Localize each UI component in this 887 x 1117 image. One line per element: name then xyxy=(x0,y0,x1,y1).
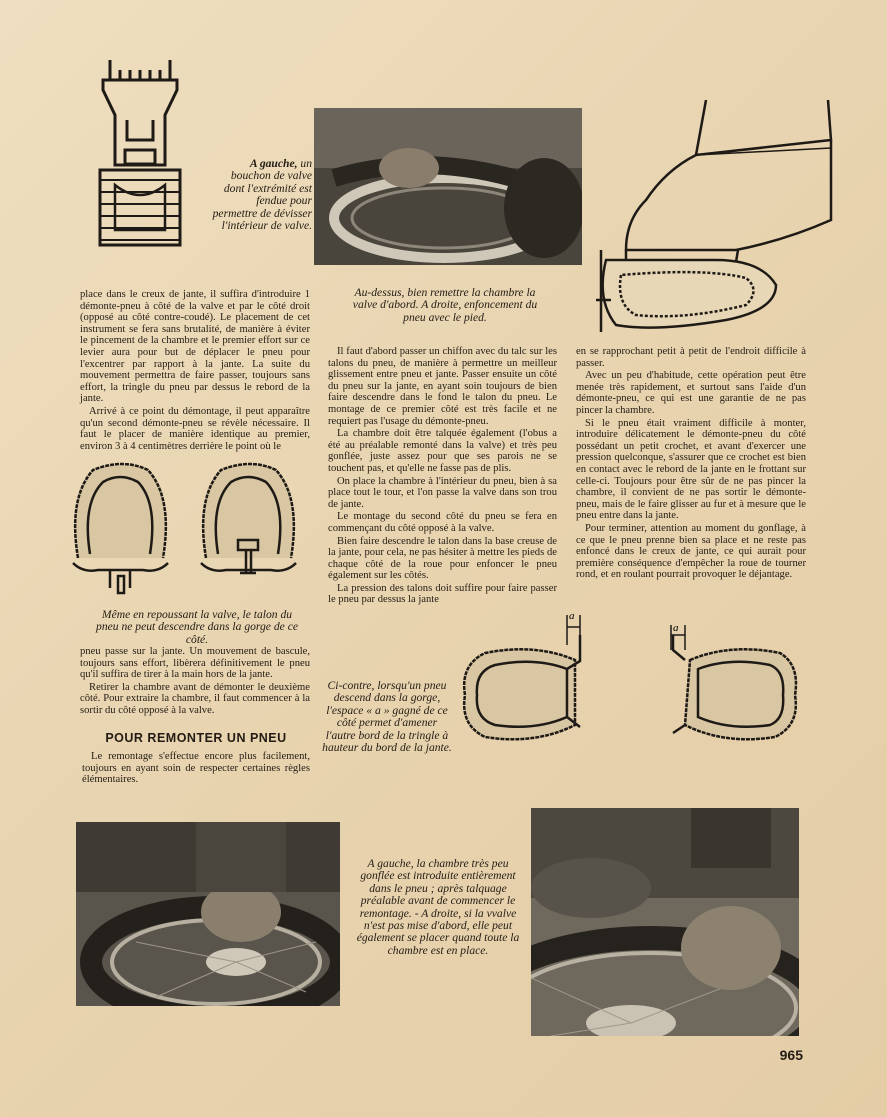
column3-text xyxy=(576,346,806,581)
col3-paragraph-2: Avec un peu d'habitude, cette opération peut être menée très rapidement, et surtout sans l'aide d'un démonte-pneu, ce qui est une garantie de ne pas pincer la chambre. xyxy=(576,370,806,416)
tyre-section-drawings xyxy=(68,458,305,600)
col1-paragraph-3: pneu passe sur la jante. Un mouvement de bascule, toujours sans effort, libèrera définitivement le pneu qu'il suffira de tirer à la main hors de la jante. xyxy=(80,646,310,681)
tyre-sections-caption: Même en repoussant la valve, le talon du pneu ne peut descendre dans la gorge de ce côté. xyxy=(96,608,298,646)
photo-tube-inside-tyre xyxy=(76,822,340,1006)
photo-replacing-tube xyxy=(314,108,582,265)
col1-paragraph-2: Arrivé à ce point du démontage, il peut apparaître qu'un second démonte-pneu se révèle nécessaire. Il faut le placer de manière identique au premier, environ 3 à 4 centimètres derrière le point où le xyxy=(80,405,310,452)
col2-paragraph-5: Bien faire descendre le talon dans la base creuse de la jante, pour cela, ne pas hésiter à mettre les pieds de chaque côté de la roue pour enfoncer le pneu également sur les côtés. xyxy=(328,535,557,582)
valve-caption-lead: A gauche, xyxy=(249,157,298,170)
col1-paragraph-1: place dans le creux de jante, il suffira d'introduire 1 démonte-pneu à côté de la valve et par le côté droit (opposé au côté contre-coudé). Le placement de cet instrument se fera sans brutalité, de manière à éviter le pincement de la chambre et le premier effort sur ce levier aura pour but de déplacer le pneu pour l'excentrer par rapport à la jante. La suite du mouvement permettra de faire passer, toujours sans effort, la tringle du pneu par dessus le rebord de la jante. xyxy=(80,289,310,405)
bottom-photos-caption: A gauche, la chambre très peu gonflée est introduite entièrement dans le pneu ; après talquage préalable avant de commencer le remontage. - A droite, si la vvalve n'est pas mise d'abord, elle peut également se placer quand toute la chambre est en place. xyxy=(356,857,520,957)
col2-paragraph-3: On place la chambre à l'intérieur du pneu, bien à sa place tout le tour, et l'on passe la valve dans son trou de jante. xyxy=(328,475,557,510)
col2-paragraph-4: Le montage du second côté du pneu se fera en commençant du côté opposé à la valve. xyxy=(328,511,557,534)
col3-paragraph-4: Pour terminer, attention au moment du gonflage, à ce que le pneu prenne bien sa place et ne reste pas enfoncé dans le creux de jante, ce qui aurait pour première conséquence d'empêcher la roue de tourner rond, et en roulant pourrait provoquer le déjantage. xyxy=(576,522,806,581)
foot-on-tyre-drawing xyxy=(596,100,836,332)
valve-caption xyxy=(210,158,312,232)
valve-cap-drawing xyxy=(95,55,185,260)
col2-paragraph-6: La pression des talons doit suffire pour faire passer le pneu par dessus la jante xyxy=(328,582,557,606)
top-photo-caption: Au-dessus, bien remettre la chambre la valve d'abord. A droite, enfoncement du pneu avec le pied. xyxy=(352,286,538,324)
col3-paragraph-1: en se rapprochant petit à petit de l'endroit difficile à passer. xyxy=(576,346,806,369)
col2-paragraph-1: Il faut d'abord passer un chiffon avec du talc sur les talons du pneu, de manière à permettre un meilleur glissement entre pneu et jante. Passer ensuite un côté du pneu sur la jante, en ayant soin toujours de bien faire descendre dans le fond le talon du pneu. Le montage de ce premier côté est très facile et ne requiert pas l'usage du démonte-pneu. xyxy=(328,346,557,427)
remount-paragraph: Le remontage s'effectue encore plus facilement, toujours en ayant soin de respecter certaines règles élémentaires. xyxy=(82,751,310,786)
section-heading: POUR REMONTER UN PNEU xyxy=(105,731,287,745)
col2-paragraph-2: La chambre doit être talquée également (l'obus a été au préalable remonté dans la valve) et très peu gonflée, juste assez pour que ses parois ne se touchent pas, et qu'elle ne fasse pas de plis. xyxy=(328,428,557,474)
column1-top-text xyxy=(80,289,310,452)
column1-bottom-text xyxy=(80,646,310,717)
photo-valve-placement xyxy=(531,808,799,1036)
gap-label-a-left: a xyxy=(569,610,575,622)
col1-paragraph-4: Retirer la chambre avant de démonter le deuxième côté. Pour extraire la chambre, il faut commencer à la sortir du côté opposé à la valve. xyxy=(80,681,310,716)
valve-caption-text: un bouchon de valve dont l'extrémité est fendue pour permettre de dévisser l'intérieur de valve. xyxy=(212,157,312,233)
remount-section xyxy=(82,731,310,786)
col3-paragraph-3: Si le pneu était vraiment difficile à monter, introduire délicatement le démonte-pneu du côté possédant un petit crochet, et avant d'exercer une pression quelconque, s'assurer que ce crochet est bien en contact avec le rebord de la jante en le frottant sur celle-ci. Toujours pour être sûr de ne pas pincer la chambre, il convient de ne pas sortir le démonte-pneu, mais de le faire glisser au fur et à mesure que le pneu entre dans la jante. xyxy=(576,417,806,522)
column2-text xyxy=(328,346,557,606)
gap-diagram-caption: Ci-contre, lorsqu'un pneu descend dans la gorge, l'espace « a » gagné de ce côté permet d'amener l'autre bord de la tringle à hauteur du bord de la jante. xyxy=(322,679,452,755)
page-number: 965 xyxy=(779,1047,803,1063)
gap-a-diagrams xyxy=(455,605,800,765)
gap-label-a-right: a xyxy=(673,622,679,634)
